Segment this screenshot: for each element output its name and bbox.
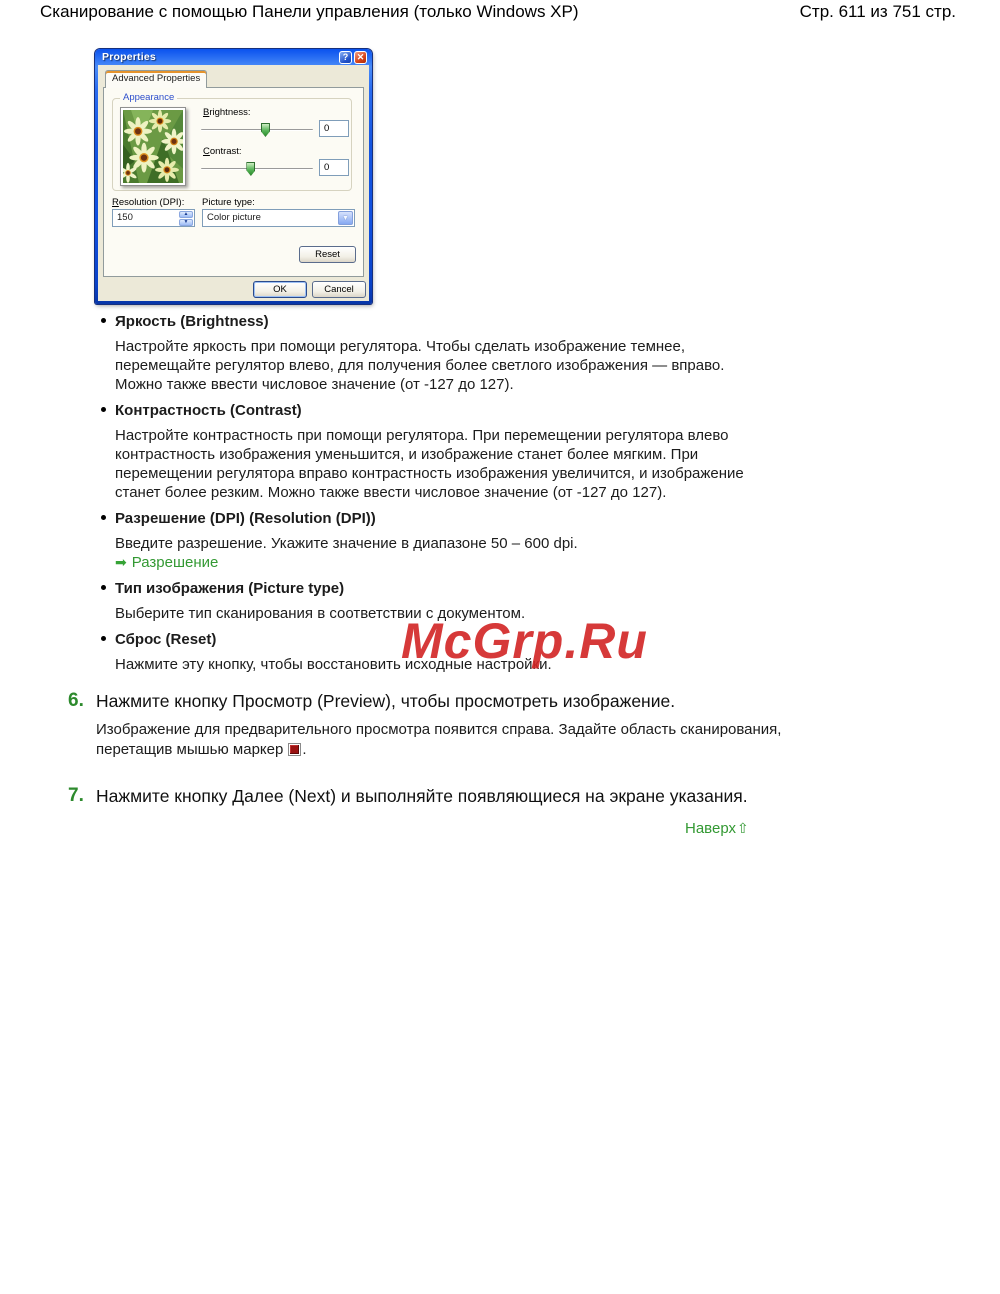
flower-preview-graphic (123, 110, 183, 183)
step-number: 7. (68, 785, 84, 806)
instruction-steps (68, 689, 798, 833)
contrast-slider-track[interactable] (201, 168, 313, 170)
bullet-heading-resolution (115, 509, 747, 528)
step-detail-period: . (302, 740, 307, 758)
page-title: Сканирование с помощью Панели управления (только Windows XP) (40, 2, 579, 21)
bullet-heading-brightness (115, 312, 747, 331)
bullet-heading-picture-type (115, 579, 747, 598)
dialog-client-area (98, 65, 369, 301)
contrast-label: Contrast: (203, 146, 242, 157)
step-detail (96, 720, 798, 759)
cancel-button[interactable]: Cancel (312, 281, 366, 298)
brightness-slider-thumb[interactable] (261, 123, 270, 137)
dialog-title: Properties (102, 51, 156, 63)
bullet-dot (101, 407, 106, 412)
bullet-heading-reset (115, 630, 747, 649)
bullet-body-reset: Нажмите эту кнопку, чтобы восстановить исходные настройки. (115, 656, 552, 673)
tab-panel (103, 87, 364, 277)
resolution-label: Resolution (DPI): (112, 197, 185, 208)
dialog-titlebar[interactable] (95, 49, 372, 65)
appearance-group (112, 92, 352, 191)
bullet-heading-text: Разрешение (DPI) (Resolution (DPI)) (115, 510, 376, 527)
step-title: Нажмите кнопку Далее (Next) и выполняйте появляющиеся на экране указания. (96, 786, 748, 806)
picture-type-value: Color picture (207, 212, 261, 223)
back-to-top-label: Наверх (685, 820, 736, 837)
step-detail-text: Изображение для предварительного просмотра появится справа. Задайте область сканирования, перетащив мышью маркер (96, 721, 782, 758)
bullet-dot (101, 585, 106, 590)
arrow-right-icon: ➡ (115, 554, 127, 570)
bullet-body-brightness: Настройте яркость при помощи регулятора. Чтобы сделать изображение темнее, перемещайте регулятор влево, для получения более светлого изображения — вправо. Можно также ввести числовое значение (от -127 до 127). (115, 338, 725, 393)
contrast-slider-thumb[interactable] (246, 162, 255, 176)
bullet-heading-text: Яркость (Brightness) (115, 313, 269, 330)
bullet-heading-text: Сброс (Reset) (115, 631, 217, 648)
properties-dialog (95, 49, 372, 304)
bullet-heading-contrast (115, 401, 747, 420)
step-7 (68, 784, 798, 808)
back-to-top-link[interactable] (685, 820, 749, 837)
watermark-text: McGrp.Ru (401, 613, 648, 669)
bullet-dot (101, 636, 106, 641)
tab-advanced-properties[interactable]: Advanced Properties (105, 70, 207, 88)
contrast-value-field[interactable]: 0 (319, 159, 349, 176)
appearance-group-label: Appearance (120, 92, 177, 103)
step-content (96, 784, 798, 808)
help-button[interactable]: ? (339, 51, 352, 64)
page-header (40, 2, 956, 22)
resolution-spinner[interactable] (112, 209, 195, 227)
resolution-link[interactable]: Разрешение (131, 554, 219, 571)
scan-area-marker-inner (290, 745, 299, 754)
page-number: Стр. 611 из 751 стр. (799, 2, 956, 21)
close-button[interactable]: ✕ (354, 51, 367, 64)
resolution-link-line (115, 553, 747, 572)
dropdown-arrow-icon[interactable]: ▼ (338, 211, 353, 225)
bullet-body-contrast: Настройте контрастность при помощи регулятора. При перемещении регулятора влево контрастность изображения уменьшится, и изображение станет более мягким. При перемещении регулятора вправо контрастность изображения увеличится, и изображение станет более резким. Можно также ввести числовое значение (от -127 до 127). (115, 427, 744, 501)
scan-preview-image (120, 107, 186, 186)
step-number: 6. (68, 690, 84, 711)
resolution-value[interactable]: 150 (117, 212, 133, 223)
bullet-heading-text: Контрастность (Contrast) (115, 402, 302, 419)
arrow-up-icon: ⇧ (737, 820, 749, 836)
feature-descriptions (115, 312, 747, 674)
spin-down-icon[interactable]: ▼ (179, 219, 193, 226)
scan-area-marker-icon (288, 743, 301, 756)
resolution-spin-buttons (179, 211, 193, 225)
step-title: Нажмите кнопку Просмотр (Preview), чтобы просмотреть изображение. (96, 691, 676, 711)
picture-type-label: Picture type: (202, 197, 255, 208)
bullet-body-resolution: Введите разрешение. Укажите значение в диапазоне 50 – 600 dpi. (115, 535, 578, 552)
brightness-slider[interactable] (201, 122, 313, 138)
bullet-dot (101, 318, 106, 323)
bullet-dot (101, 515, 106, 520)
brightness-value-field[interactable]: 0 (319, 120, 349, 137)
bullet-body-picture-type: Выберите тип сканирования в соответствии с документом. (115, 605, 526, 622)
ok-button[interactable]: OK (253, 281, 307, 298)
bullet-heading-text: Тип изображения (Picture type) (115, 580, 345, 597)
step-content (96, 689, 798, 759)
brightness-label: Brightness: (203, 107, 251, 118)
step-6 (68, 689, 798, 759)
spin-up-icon[interactable]: ▲ (179, 211, 193, 218)
brightness-slider-track[interactable] (201, 129, 313, 131)
reset-button[interactable]: Reset (299, 246, 356, 263)
contrast-slider[interactable] (201, 161, 313, 177)
picture-type-dropdown[interactable] (202, 209, 355, 227)
